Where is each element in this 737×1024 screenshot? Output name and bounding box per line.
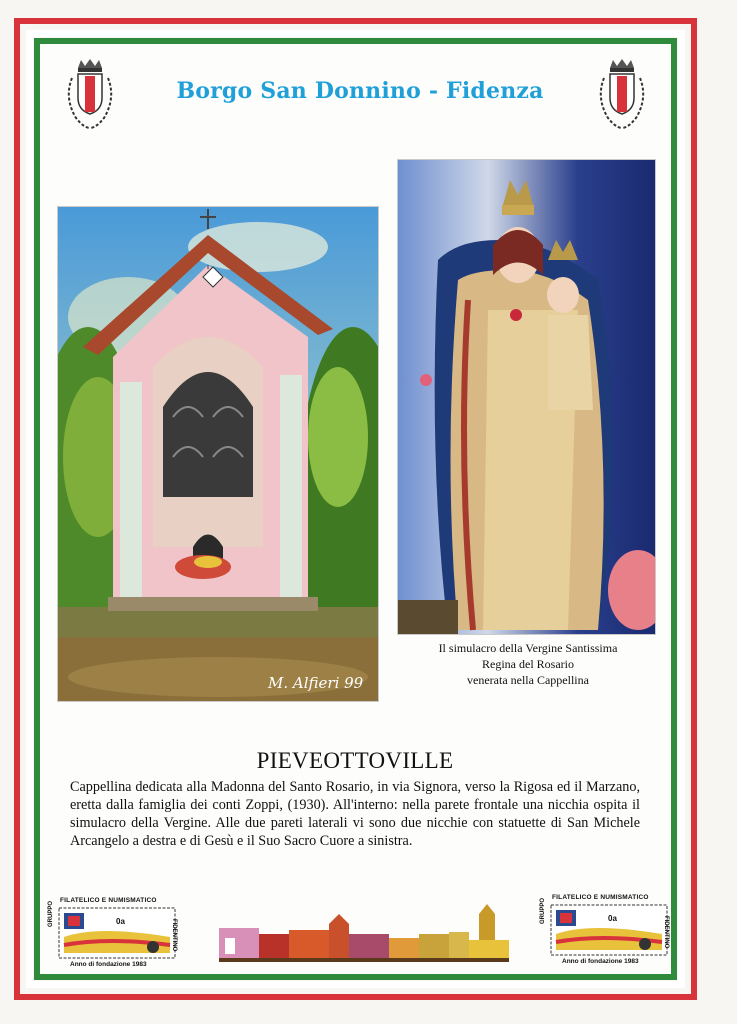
photo-caption xyxy=(400,640,656,688)
stamp-side-label: FIDENTINO xyxy=(663,916,669,949)
stamp-bottom-label: Anno di fondazione 1983 xyxy=(70,961,147,968)
coat-of-arms-icon xyxy=(60,58,120,134)
coat-of-arms-icon xyxy=(592,58,652,134)
caption-line: venerata nella Cappellina xyxy=(467,673,589,687)
madonna-statue-photo xyxy=(398,160,655,634)
city-skyline-icon xyxy=(219,904,509,962)
stamp-side-label: GRUPPO xyxy=(540,897,546,924)
article-body: Cappellina dedicata alla Madonna del Santo Rosario, in via Signora, verso la Rigosa ed il Marzano, eretta dalla famiglia dei conti Zoppi, (1930). All'interno: nella parete frontale una nicchia ospita il simulacro della Vergine. Alle due pareti laterali vi sono due nicchie con statuette di San Michele Arcangelo a destra e di Gesù e il Suo Sacro Cuore a sinistra. xyxy=(70,779,640,849)
stamp-artwork xyxy=(550,904,668,956)
chapel-painting xyxy=(58,207,378,701)
stamp-value: 0a xyxy=(116,917,125,926)
caption-line: Regina del Rosario xyxy=(482,657,574,671)
article-heading: PIEVEOTTOVILLE xyxy=(256,748,454,773)
postage-stamp-icon xyxy=(48,897,180,969)
painting-signature: M. Alfieri 99 xyxy=(268,674,364,692)
stamp-side-label: FIDENTINO xyxy=(171,919,177,952)
stamp-bottom-label: Anno di fondazione 1983 xyxy=(562,958,639,965)
page-title: Borgo San Donnino - Fidenza xyxy=(176,78,544,104)
stamp-top-label: FILATELICO E NUMISMATICO xyxy=(60,897,157,904)
postage-stamp-icon xyxy=(540,894,672,966)
stamp-top-label: FILATELICO E NUMISMATICO xyxy=(552,894,649,901)
stamp-value: 0a xyxy=(608,914,617,923)
caption-line: Il simulacro della Vergine Santissima xyxy=(438,641,618,655)
stamp-artwork xyxy=(58,907,176,959)
stamp-side-label: GRUPPO xyxy=(48,900,54,927)
